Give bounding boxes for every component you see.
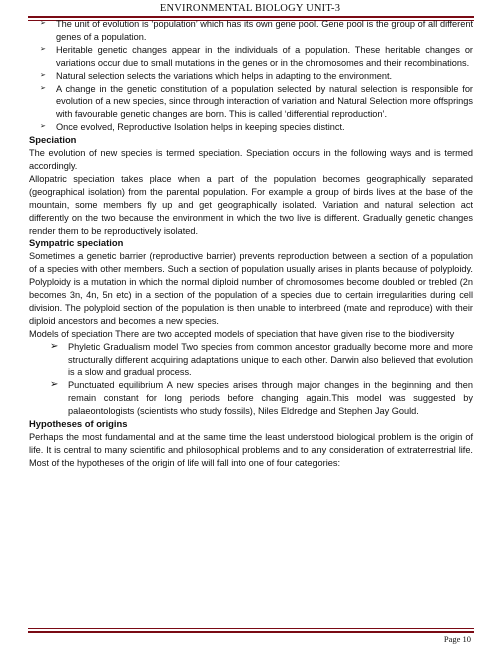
evolution-bullet-list <box>29 18 473 134</box>
origins-heading: Hypotheses of origins <box>29 418 128 430</box>
origins-paragraph: Perhaps the most fundamental and at the same time the least understood biological problem is the origin of life. It is central to many scientific and philosophical problems and to any consideration of extraterrestrial life. Most of the hypotheses of the origin of life will fall into one of four categories: <box>29 432 473 468</box>
arrow-bullet-icon: ➢ <box>50 340 59 352</box>
bullet-text: A change in the genetic constitution of a population selected by natural selection is responsible for evolution of a new species, since through interaction of variation and Natural Selection more offsprings with favourable genetic changes are born. This is called ‘differential reproduction’. <box>56 83 473 120</box>
bullet-text: The unit of evolution is ‘population’ which has its own gene pool. Gene pool is the group of all different genes of a population. <box>56 19 473 42</box>
bullet-marker-icon: ➢ <box>40 20 46 27</box>
list-item <box>29 70 473 83</box>
speciation-models-list <box>29 341 473 418</box>
models-intro: Models of speciation There are two accepted models of speciation that have given rise to the biodiversity <box>29 328 455 339</box>
list-item <box>29 341 473 380</box>
list-item <box>29 44 473 70</box>
speciation-intro: The evolution of new species is termed speciation. Speciation occurs in the following ways and is termed accordingly. <box>29 148 473 171</box>
bullet-marker-icon: ➢ <box>40 84 46 92</box>
bullet-text: Once evolved, Reproductive Isolation helps in keeping species distinct. <box>56 122 345 133</box>
list-item <box>29 83 473 122</box>
document-body <box>29 18 473 470</box>
footer-rule-thin <box>28 628 474 629</box>
bullet-marker-icon: ➢ <box>40 45 46 53</box>
sympatric-heading: Sympatric speciation <box>29 237 124 249</box>
sympatric-paragraph: Sometimes a genetic barrier (reproductive barrier) prevents reproduction between a section of a population of a species with other members. Such a section of population usually arises in plants because of polyploidy. Polyploidy is a mutation in which the normal diploid number of chromosomes become doubled or trebled (2n becomes 3n, 4n, 5n etc) in a section of the population of a species due to certain irregularities during cell division. The polyploid section of the population is then unable to interbreed (mate and reproduce) with their diploid ancestors and becomes a new species. <box>29 251 473 326</box>
allopatric-paragraph: Allopatric speciation takes place when a part of the population becomes geographically separated (geographical isolation) from the parental population. For example a group of birds lives at the base of the mountain, some members fly up and get geographically isolated. Variation and natural selection act differently on the two because the environment in which the two live is different. Gradually genetic changes render them to be reproductively isolated. <box>29 173 473 236</box>
footer-rule <box>28 631 474 633</box>
list-item <box>29 379 473 418</box>
model-text: Punctuated equilibrium A new species arises through major changes in the beginning and then remain constant for long periods before changing again.This model was suggested by palaeontologists (scientists who study fossils), Niles Eldredge and Stephen Jay Gould. <box>68 380 473 417</box>
bullet-marker-icon: ➢ <box>40 71 46 79</box>
arrow-bullet-icon: ➢ <box>50 379 59 391</box>
page-number: Page 10 <box>443 634 471 644</box>
bullet-marker-icon: ➢ <box>40 123 46 131</box>
list-item <box>29 18 473 44</box>
model-text: Phyletic Gradualism model Two species from common ancestor gradually become more and more structurally different acquiring adaptations unique to each other. Darwin also believed that evolution is a slow and gradual process. <box>68 341 473 378</box>
list-item <box>29 121 473 134</box>
bullet-text: Natural selection selects the variations which helps in adapting to the environment. <box>56 70 393 81</box>
bullet-text: Heritable genetic changes appear in the individuals of a population. These heritable changes or variations occur due to small mutations in the genes or in the chromosomes and their recombinations. <box>56 44 473 68</box>
page-header-title: ENVIRONMENTAL BIOLOGY UNIT-3 <box>159 3 341 14</box>
speciation-heading: Speciation <box>29 134 77 146</box>
